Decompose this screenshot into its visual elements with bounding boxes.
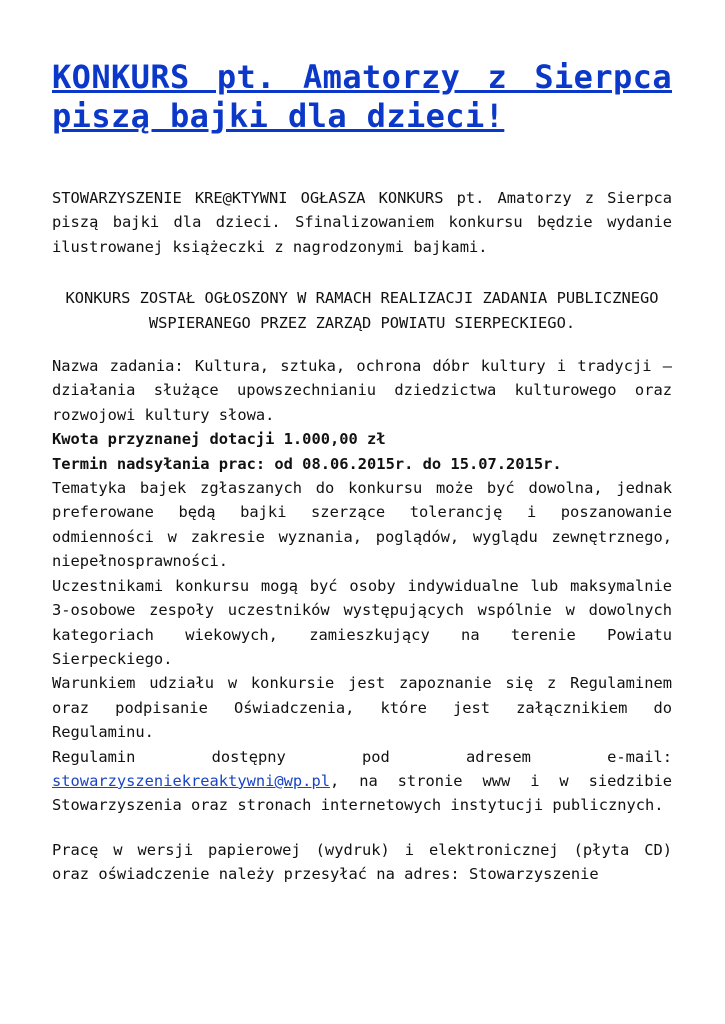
grant-amount: Kwota przyznanej dotacji 1.000,00 zł [52,430,386,449]
submission-paragraph: Pracę w wersji papierowej (wydruk) i elektronicznej (płyta CD) oraz oświadczenie należy przesyłać na adres: Stowarzyszenie [52,840,672,884]
document-page [52,58,672,887]
intro-paragraph: STOWARZYSZENIE KRE@KTYWNI OGŁASZA KONKURS pt. Amatorzy z Sierpca piszą bajki dla dzieci. Sfinalizowaniem konkursu będzie wydanie ilustrowanej książeczki z nagrodzonymi bajkami. [52,189,672,256]
topic-paragraph: Tematyka bajek zgłaszanych do konkursu może być dowolna, jednak preferowane będą bajki szerzące tolerancję i poszanowanie odmienności w zakresie wyznania, poglądów, wyglądu zewnętrznego, niepełnosprawności. [52,479,672,571]
notice-paragraph: KONKURS ZOSTAŁ OGŁOSZONY W RAMACH REALIZACJI ZADANIA PUBLICZNEGO WSPIERANEGO PRZEZ ZARZĄD POWIATU SIERPECKIEGO. [65,289,659,332]
deadline: Termin nadsyłania prac: od 08.06.2015r. do 15.07.2015r. [52,454,562,473]
rules-prefix: Regulamin dostępny pod adresem e-mail: [52,747,672,766]
rules-suffix: , na stronie www i w siedzibie Stowarzyszenia oraz stronach internetowych instytucji publicznych. [52,771,672,815]
participants-paragraph: Uczestnikami konkursu mogą być osoby indywidualne lub maksymalnie 3-osobowe zespoły uczestników występujących wspólnie w dowolnych kategoriach wiekowych, zamieszkujący na terenie Powiatu Sierpeckiego. [52,576,672,668]
rules-paragraph [52,745,672,818]
email-link[interactable]: stowarzyszeniekreaktywni@wp.pl [52,771,330,790]
page-title [52,58,672,136]
condition-paragraph: Warunkiem udziału w konkursie jest zapoznanie się z Regulaminem oraz podpisanie Oświadczenia, które jest załącznikiem do Regulaminu. [52,674,672,742]
task-name-paragraph: Nazwa zadania: Kultura, sztuka, ochrona dóbr kultury i tradycji – działania służące upowszechnianiu dziedzictwa kulturowego oraz rozwojowi kultury słowa. [52,357,672,424]
title-link[interactable]: KONKURS pt. Amatorzy z Sierpca piszą bajki dla dzieci! [52,58,672,135]
article-body [52,186,672,887]
